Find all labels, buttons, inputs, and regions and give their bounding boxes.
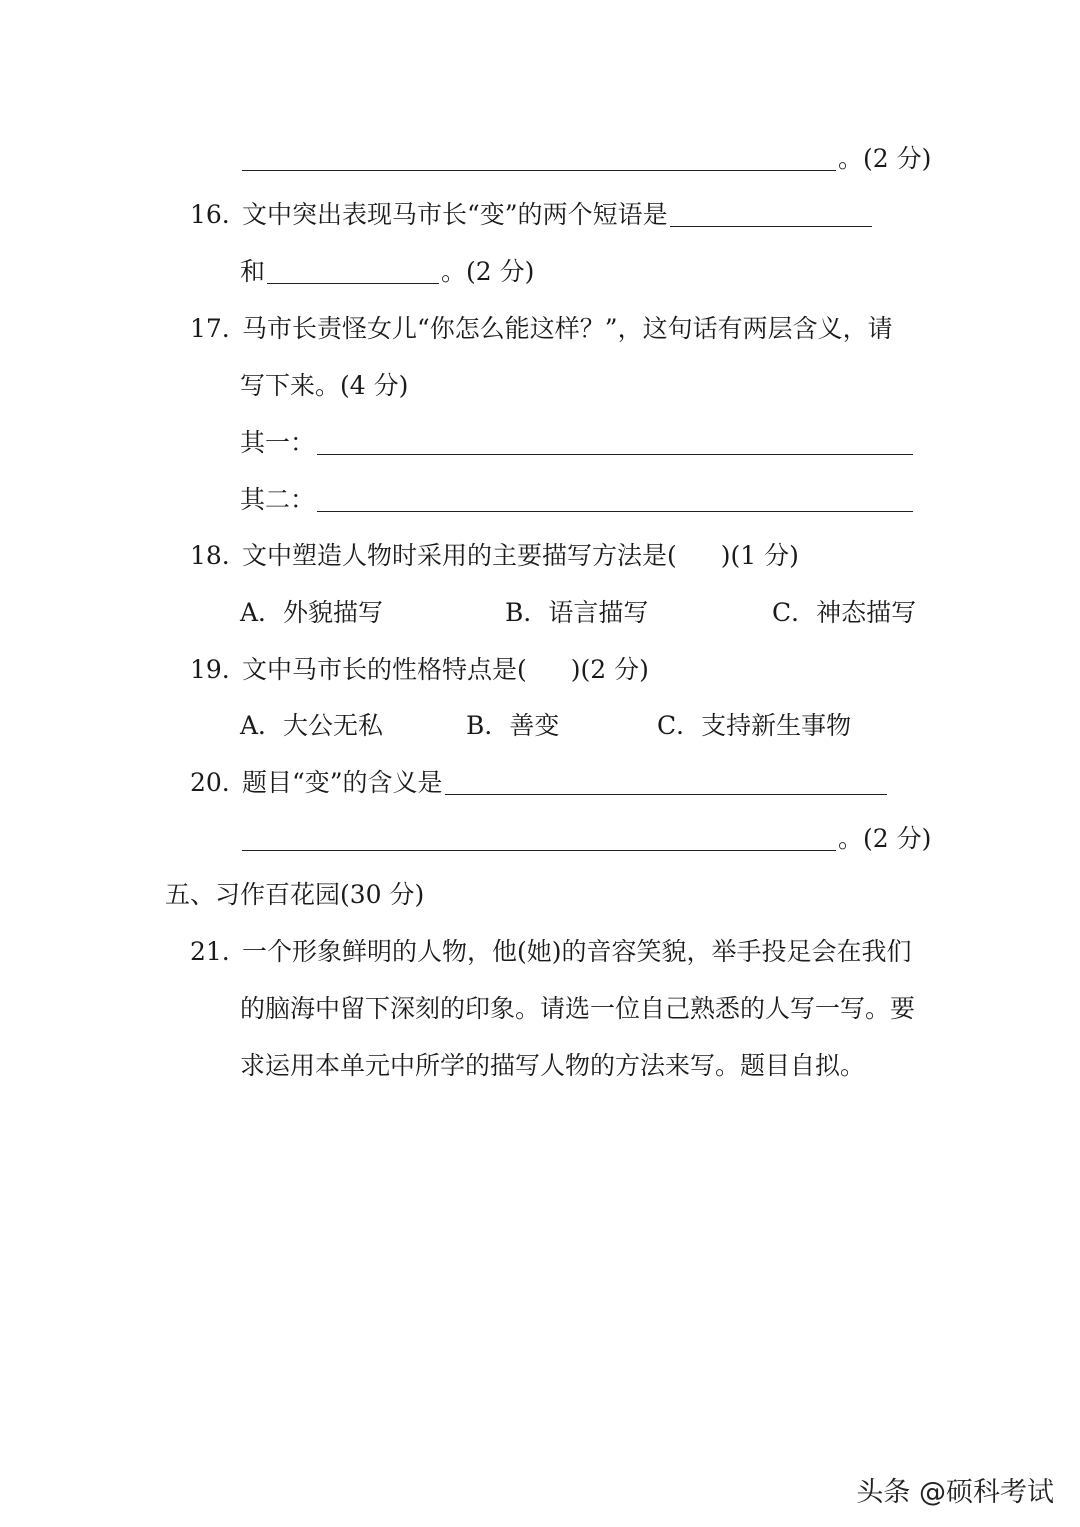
section-title-text: 五、习作百花园(30 分) — [165, 880, 425, 909]
option-b[interactable]: B．善变 — [466, 711, 560, 740]
question-text: 文中突出表现马市长“变”的两个短语是 — [242, 200, 668, 229]
question-20-line2 — [240, 822, 931, 856]
question-17 — [190, 312, 893, 346]
question-text: 文中塑造人物时采用的主要描写方法是( — [242, 541, 677, 570]
answer-label: 其二： — [240, 485, 316, 514]
watermark: 头条 @硕科考试 — [856, 1477, 1054, 1508]
answer-blank[interactable] — [445, 770, 887, 795]
answer-blank[interactable] — [317, 487, 913, 512]
answer-blank[interactable] — [242, 146, 836, 171]
option-a[interactable]: A．外貌描写 — [240, 598, 384, 627]
q15-answer-line — [240, 142, 931, 176]
question-21 — [190, 935, 912, 969]
question-text: 写下来。(4 分) — [240, 371, 409, 400]
score-label: 。(2 分) — [838, 144, 932, 173]
question-19 — [190, 653, 649, 687]
question-number: 19. — [190, 655, 230, 684]
answer-row-1 — [240, 426, 915, 460]
question-text: 题目“变”的含义是 — [242, 768, 443, 797]
question-16-line2 — [240, 255, 534, 289]
question-number: 21. — [190, 937, 230, 966]
question-number: 16. — [190, 200, 230, 229]
answer-label: 其一： — [240, 428, 316, 457]
option-c[interactable]: C．神态描写 — [772, 598, 917, 627]
answer-blank[interactable] — [670, 202, 872, 227]
option-b[interactable]: B．语言描写 — [505, 598, 649, 627]
question-text: 马市长责怪女儿“你怎么能这样？”，这句话有两层含义，请 — [242, 314, 893, 343]
question-number: 18. — [190, 541, 230, 570]
question-text: 一个形象鲜明的人物，他(她)的音容笑貌，举手投足会在我们 — [242, 937, 912, 966]
question-20 — [190, 766, 889, 800]
score-label: 。(2 分) — [838, 824, 932, 853]
question-text: 文中马市长的性格特点是( — [242, 655, 527, 684]
score-label: 。(2 分) — [441, 257, 535, 286]
option-c[interactable]: C．支持新生事物 — [657, 711, 852, 740]
section-title — [165, 878, 424, 912]
option-a[interactable]: A．大公无私 — [240, 711, 384, 740]
answer-blank[interactable] — [267, 259, 439, 284]
question-text: 和 — [240, 257, 266, 286]
answer-row-2 — [240, 483, 915, 517]
answer-blank[interactable] — [317, 430, 913, 455]
question-number: 20. — [190, 768, 230, 797]
question-21-line2 — [240, 992, 915, 1026]
score-label: )(1 分) — [720, 541, 799, 570]
question-text: 的脑海中留下深刻的印象。请选一位自己熟悉的人写一写。要 — [240, 994, 916, 1023]
score-label: )(2 分) — [570, 655, 649, 684]
question-17-line2 — [240, 369, 408, 403]
question-text: 求运用本单元中所学的描写人物的方法来写。题目自拟。 — [240, 1051, 866, 1080]
question-16 — [190, 198, 874, 232]
question-18 — [190, 539, 799, 573]
question-number: 17. — [190, 314, 230, 343]
answer-blank[interactable] — [242, 826, 836, 851]
question-21-line3 — [240, 1049, 865, 1083]
